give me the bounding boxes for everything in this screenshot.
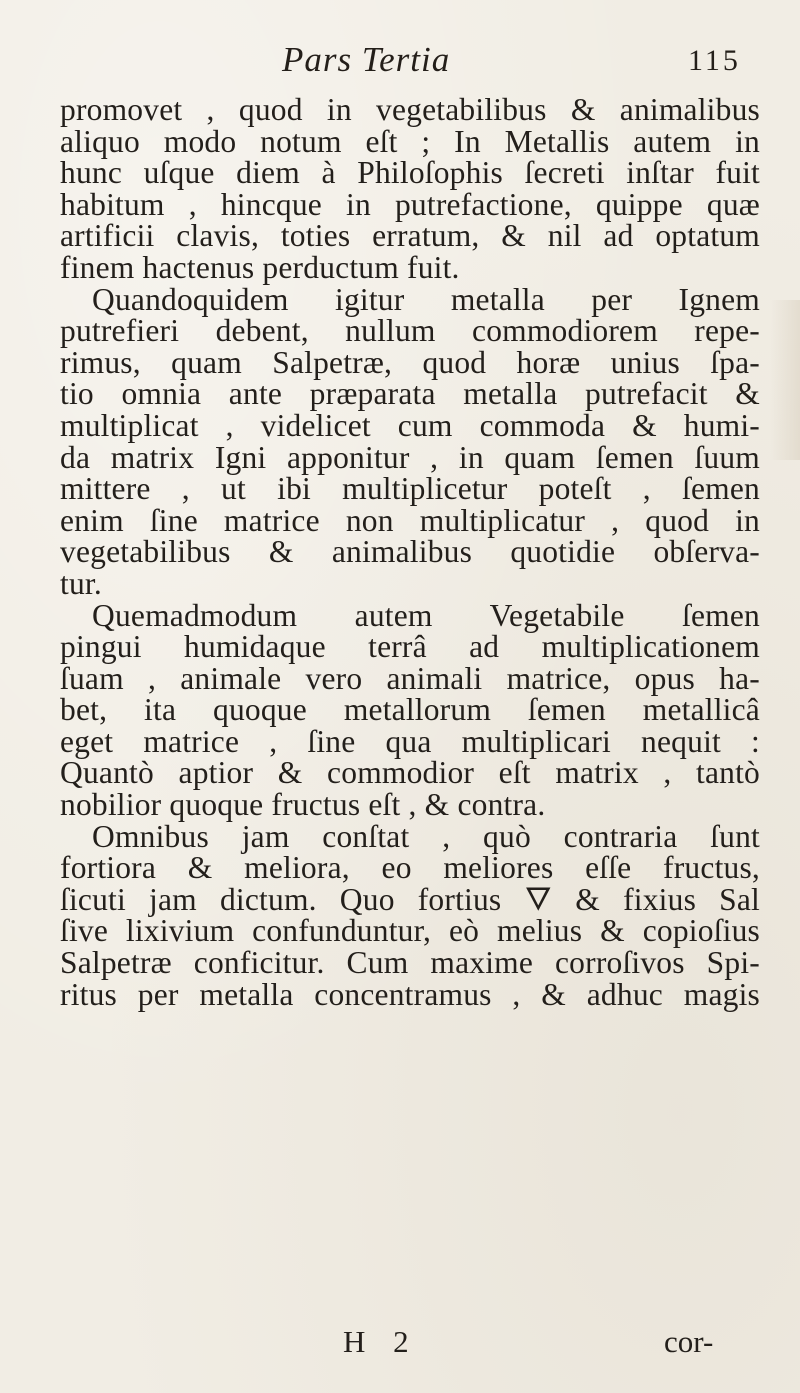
text-line: aliquo modo notum eſt ; In Metallis autem in: [60, 123, 760, 159]
text-line: tio omnia ante præparata metalla putrefacit &: [60, 376, 760, 412]
text-line: ſuam , animale vero animali matrice, opus ha-: [60, 660, 760, 696]
text-line: Salpetræ conficitur. Cum maxime corroſivos Spi-: [60, 945, 760, 981]
text-line: tur.: [60, 565, 102, 601]
text-line: habitum , hincque in putrefactione, quippe quæ: [60, 186, 760, 222]
text-line: artificii clavis, toties erratum, & nil ad optatum: [60, 218, 760, 254]
text-line: Quantò aptior & commodior eſt matrix , tantò: [60, 755, 760, 791]
text-line: vegetabilibus & animalibus quotidie obſerva-: [60, 534, 760, 570]
body-text: [60, 94, 760, 1010]
text-line: Quemadmodum autem Vegetabile ſemen: [92, 597, 760, 633]
text-line: da matrix Igni apponitur , in quam ſemen ſuum: [60, 439, 760, 475]
running-title: Pars Tertia: [282, 40, 451, 79]
text-line: pingui humidaque terrâ ad multiplicationem: [60, 629, 760, 665]
text-line: putrefieri debent, nullum commodiorem repe-: [60, 313, 760, 349]
text-line: hunc uſque diem à Philoſophis ſecreti inſtar fuit: [60, 155, 760, 191]
text-line: Omnibus jam conſtat , quò contraria ſunt: [92, 818, 760, 854]
text-line: bet, ita quoque metallorum ſemen metallicâ: [60, 692, 760, 728]
text-line: nobilior quoque fructus eſt , & contra.: [60, 787, 546, 823]
text-line: eget matrice , ſine qua multiplicari nequit :: [60, 723, 760, 759]
catchword: cor-: [664, 1324, 714, 1359]
page-header: [60, 30, 750, 80]
text-line: mittere , ut ibi multiplicetur poteſt , ſemen: [60, 471, 760, 507]
text-line: promovet , quod in vegetabilibus & animalibus: [60, 92, 760, 127]
text-line: Quandoquidem igitur metalla per Ignem: [92, 281, 760, 317]
text-line: enim ſine matrice non multiplicatur , quod in: [60, 502, 760, 538]
page-edge-shadow: [770, 300, 800, 460]
text-line: fortiora & meliora, eo meliores eſſe fructus,: [60, 850, 760, 886]
text-line: finem hactenus perductum fuit.: [60, 249, 460, 285]
signature-mark: H 2: [343, 1324, 419, 1359]
text-line: ſicuti jam dictum. Quo fortius 🜄 & fixius Sal: [60, 881, 760, 917]
page-number: 115: [688, 44, 741, 77]
text-line: ſive lixivium confunduntur, eò melius & copioſius: [60, 913, 760, 949]
text-line: ritus per metalla concentramus , & adhuc magis: [60, 976, 760, 1012]
text-line: rimus, quam Salpetræ, quod horæ unius ſpa-: [60, 344, 760, 380]
text-line: multiplicat , videlicet cum commoda & humi-: [60, 407, 760, 443]
page-footer: [60, 1324, 760, 1360]
